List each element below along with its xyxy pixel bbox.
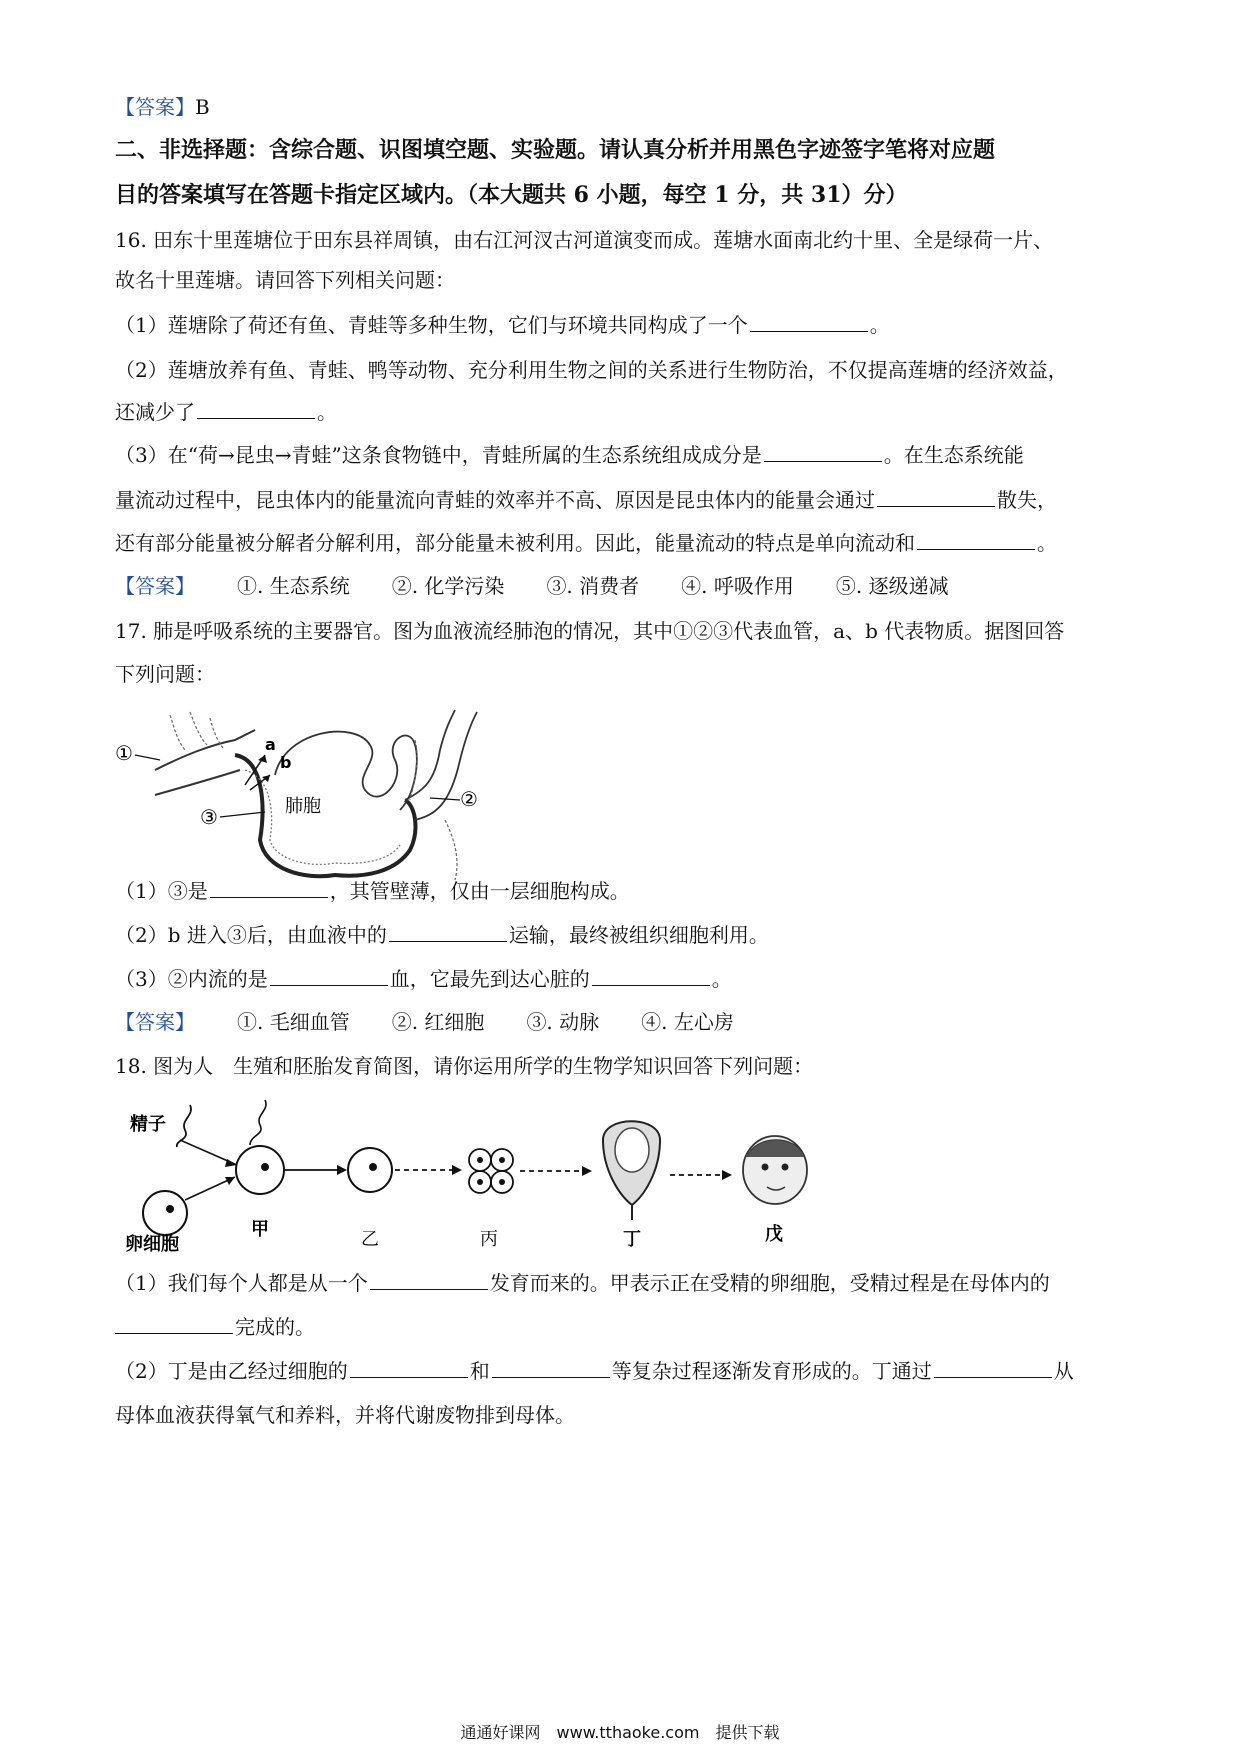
q18-part-1-line-2 (115, 1312, 1130, 1342)
jia-nucleus (261, 1163, 269, 1171)
answer-item: ②. 化学污染 (391, 574, 505, 598)
arrow-ding-wu-head (722, 1170, 732, 1180)
answer-item: ①. 毛细血管 (237, 1010, 350, 1034)
leader-1 (135, 755, 160, 760)
q17-p3-end: 。 (711, 967, 732, 991)
label-jia: 甲 (251, 1219, 269, 1240)
q16-part-2-line-1: （2）莲塘放养有鱼、青蛙、鸭等动物、充分利用生物之间的关系进行生物防治，不仅提高莲塘的经济效益， (115, 358, 1068, 382)
arrow-bing-ding-head (582, 1166, 592, 1176)
q17-p1-text: （1）③是 (115, 879, 208, 903)
answer-blank[interactable] (592, 967, 710, 986)
alveolus-diagram (115, 700, 535, 950)
vessel-2-flow (410, 740, 457, 880)
answer-blank[interactable] (934, 1359, 1052, 1378)
label-sperm: 精子 (130, 1114, 166, 1135)
arrow-yi-bing-head (452, 1165, 462, 1175)
arrow-a-head (258, 755, 267, 763)
vessel-1 (155, 730, 255, 795)
q17-p2-end: 运输，最终被组织细胞利用。 (508, 923, 769, 947)
sperm-arrow-head (225, 1159, 237, 1167)
label-yi: 乙 (361, 1229, 379, 1250)
q17-part-1 (115, 876, 1130, 906)
page-footer: 通通好课网 www.tthaoke.com 提供下载 (460, 1723, 780, 1742)
answer-item: ②. 红细胞 (391, 1010, 485, 1034)
q16-part-1 (115, 310, 1130, 340)
q16-p2-text: 还减少了 (115, 400, 195, 424)
arrow-jia-yi-head (337, 1165, 347, 1175)
sperm-tail (177, 1105, 191, 1147)
q17-p1-end: ，其管壁薄，仅由一层细胞构成。 (329, 879, 630, 903)
answer-blank[interactable] (197, 400, 315, 419)
baby-wu (743, 1136, 807, 1204)
answer-blank[interactable] (389, 923, 507, 942)
q16-part-2-line-2 (115, 397, 1130, 427)
fetus (615, 1128, 649, 1172)
label-3: ③ (200, 805, 218, 829)
q18-p2-text-2: 和 (469, 1359, 490, 1383)
answer-item: ③. 动脉 (526, 1010, 600, 1034)
answer-item: ④. 左心房 (641, 1010, 734, 1034)
label-wu: 戊 (765, 1224, 783, 1245)
answer-blank[interactable] (270, 967, 388, 986)
label-egg: 卵细胞 (125, 1234, 179, 1255)
answer-blank[interactable] (917, 531, 1035, 550)
cell-cluster-bing (469, 1149, 513, 1193)
q16-p1-end: 。 (869, 313, 890, 337)
q16-part-3-line-3 (115, 528, 1130, 558)
leader-3 (220, 812, 265, 817)
q18-part-2-line-2: 母体血液获得氧气和养料，并将代谢废物排到母体。 (115, 1403, 575, 1427)
q16-p3-text-3: 量流动过程中，昆虫体内的能量流向青蛙的效率并不高、原因是昆虫体内的能量会通过 (115, 488, 875, 512)
q18-p1-text-2: 发育而来的。甲表示正在受精的卵细胞，受精过程是在母体内的 (489, 1271, 1050, 1295)
label-2: ② (460, 787, 478, 811)
q16-p2-end: 。 (317, 400, 337, 424)
zygote-jia (236, 1146, 284, 1194)
answer-tag: 【答案】 (115, 95, 195, 119)
q16-part-3-line-1 (115, 440, 1130, 470)
q16-answer (115, 571, 1130, 601)
answer-item: ④. 呼吸作用 (681, 574, 794, 598)
reproduction-diagram (125, 1095, 945, 1255)
q17-p3-text-2: 血，它最先到达心脏的 (389, 967, 590, 991)
label-ding: 丁 (623, 1229, 641, 1250)
q18-part-2-line-1 (115, 1356, 1130, 1386)
answer-blank[interactable] (877, 488, 995, 507)
q17-stem-2: 下列问题： (115, 662, 215, 686)
section-heading-line-1: 二、非选择题：含综合题、识图填空题、实验题。请认真分析并用黑色字迹签字笔将对应题 (115, 137, 996, 163)
egg-nucleus (166, 1205, 174, 1213)
q17-part-2 (115, 920, 1130, 950)
answer-tag: 【答案】 (115, 1010, 195, 1034)
q16-p1-text: （1）莲塘除了荷还有鱼、青蛙等多种生物，它们与环境共同构成了一个 (115, 313, 748, 337)
sperm-2-tail (250, 1100, 266, 1145)
answer-blank[interactable] (350, 1359, 468, 1378)
answer-blank[interactable] (115, 1315, 233, 1334)
answer-item: ①. 生态系统 (237, 574, 350, 598)
label-bing: 丙 (480, 1229, 498, 1250)
answer-blank[interactable] (492, 1359, 610, 1378)
answer-item: ③. 消费者 (546, 574, 640, 598)
section-heading-line-2: 目的答案填写在答题卡指定区域内。（本大题共 6 小题，每空 1 分，共 31）分） (115, 182, 908, 208)
yi-nucleus (369, 1163, 377, 1171)
answer-value: B (195, 95, 210, 119)
q17-part-3 (115, 964, 1130, 994)
label-1: ① (115, 741, 133, 765)
q16-p3-end: 。 (1037, 531, 1057, 555)
q16-p3-text-5: 还有部分能量被分解者分解利用，部分能量未被利用。因此，能量流动的特点是单向流动和 (115, 531, 915, 555)
q16-part-3-line-2 (115, 485, 1130, 515)
q18-p1-end: 完成的。 (235, 1315, 315, 1339)
q18-part-1-line-1 (115, 1268, 1130, 1298)
label-alveolus: 肺胞 (285, 796, 321, 817)
answer-blank[interactable] (210, 879, 328, 898)
prev-answer (115, 92, 1130, 122)
q18-p2-text: （2）丁是由乙经过细胞的 (115, 1359, 348, 1383)
answer-blank[interactable] (764, 443, 882, 462)
q16-p3-text: （3）在“荷→昆虫→青蛙”这条食物链中，青蛙所属的生态系统组成成分是 (115, 443, 762, 467)
label-b: b (280, 753, 292, 772)
q16-p3-text-4: 散失， (997, 488, 1057, 512)
q17-p2-text: （2）b 进入③后，由血液中的 (115, 923, 387, 947)
q18-p1-text: （1）我们每个人都是从一个 (115, 1271, 368, 1295)
q16-p3-text-2: 。在生态系统能 (883, 443, 1024, 467)
zygote-yi (348, 1148, 392, 1192)
capillary-inner (245, 770, 400, 864)
answer-blank[interactable] (750, 313, 868, 332)
q18-p2-text-4: 从 (1053, 1359, 1074, 1383)
q16-stem-2: 故名十里莲塘。请回答下列相关问题： (115, 268, 455, 292)
answer-tag: 【答案】 (115, 574, 195, 598)
q17-stem-1: 17. 肺是呼吸系统的主要器官。图为血液流经肺泡的情况，其中①②③代表血管，a、b 代表物质。据图回答 (115, 619, 1065, 643)
capillary-3 (235, 755, 415, 876)
q18-p2-text-3: 等复杂过程逐渐发育形成的。丁通过 (611, 1359, 932, 1383)
label-a: a (265, 735, 276, 754)
answer-item: ⑤. 逐级递减 (835, 574, 949, 598)
q16-stem-1: 16. 田东十里莲塘位于田东县祥周镇，由右江河汊古河道演变而成。莲塘水面南北约十里、全是绿荷一片、 (115, 228, 1054, 252)
q17-answer (115, 1007, 1130, 1037)
egg-cell (143, 1191, 187, 1235)
q17-p3-text: （3）②内流的是 (115, 967, 268, 991)
answer-blank[interactable] (370, 1271, 488, 1290)
q18-stem: 18. 图为人 生殖和胚胎发育简图，请你运用所学的生物学知识回答下列问题： (115, 1054, 814, 1078)
